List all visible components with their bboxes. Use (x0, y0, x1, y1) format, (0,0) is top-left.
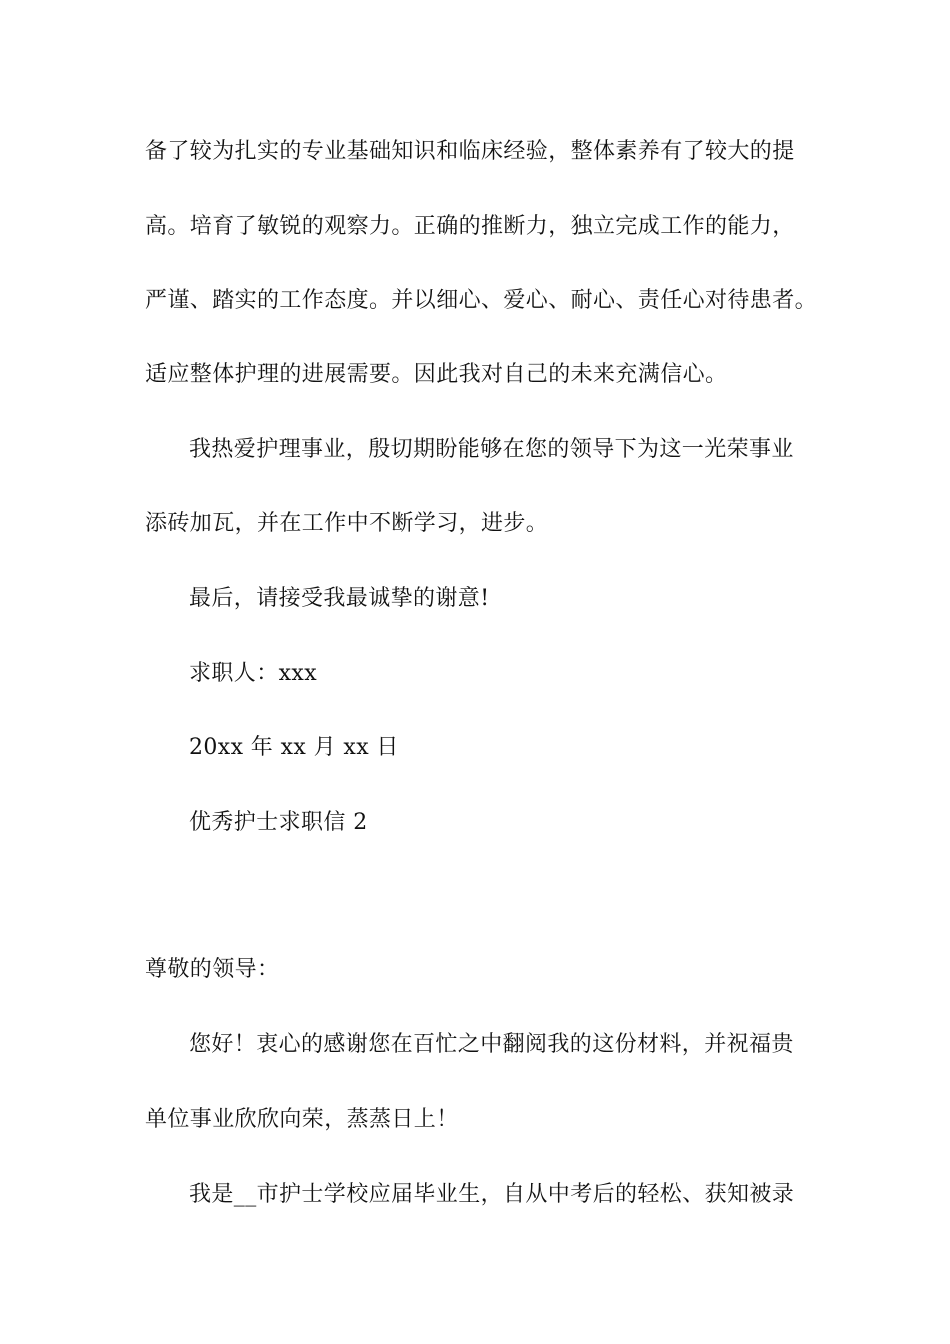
paragraph-line: 我热爱护理事业，殷切期盼能够在您的领导下为这一光荣事业 (189, 437, 794, 462)
paragraph-line: 您好！衷心的感谢您在百忙之中翻阅我的这份材料，并祝福贵 (189, 1032, 794, 1057)
salutation-line: 尊敬的领导： (145, 957, 280, 982)
closing-line: 最后，请接受我最诚挚的谢意! (189, 586, 490, 611)
date-line: 20xx 年 xx 月 xx 日 (189, 735, 399, 760)
applicant-line: 求职人：xxx (189, 661, 318, 686)
paragraph-line: 我是__市护士学校应届毕业生，自从中考后的轻松、获知被录 (189, 1182, 795, 1207)
paragraph-line: 高。培育了敏锐的观察力。正确的推断力，独立完成工作的能力， (145, 214, 795, 239)
paragraph-line: 添砖加瓦，并在工作中不断学习，进步。 (145, 511, 549, 536)
paragraph-line: 备了较为扎实的专业基础知识和临床经验，整体素养有了较大的提 (145, 139, 795, 164)
paragraph-line: 适应整体护理的进展需要。因此我对自己的未来充满信心。 (145, 362, 728, 387)
paragraph-line: 单位事业欣欣向荣，蒸蒸日上！ (145, 1107, 459, 1132)
section-title: 优秀护士求职信 2 (189, 810, 368, 835)
paragraph-line: 严谨、踏实的工作态度。并以细心、爱心、耐心、责任心对待患者。 (145, 288, 818, 313)
